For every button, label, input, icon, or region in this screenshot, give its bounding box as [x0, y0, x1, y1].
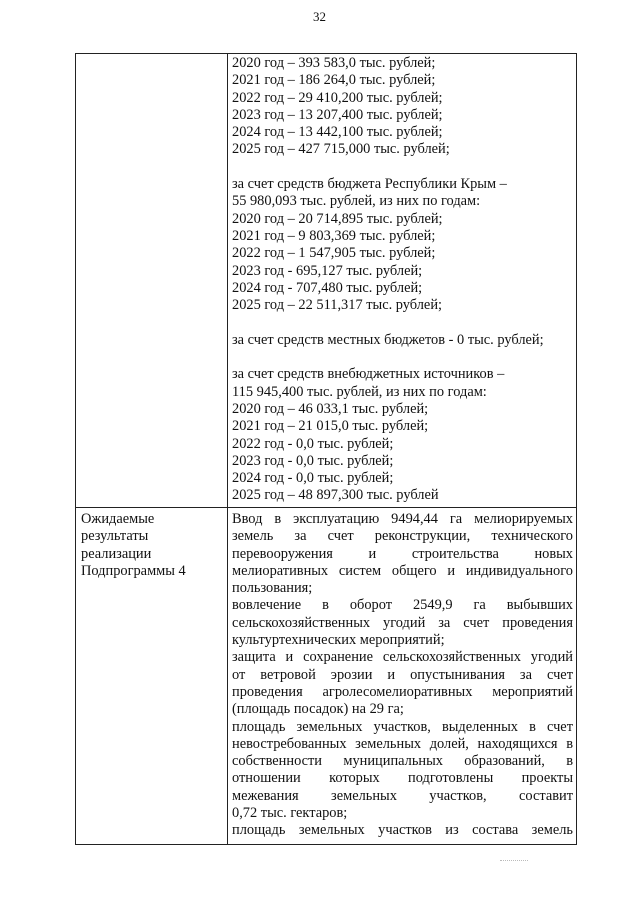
financing-line: за счет средств местных бюджетов - 0 тыс. рублей;	[232, 331, 544, 348]
financing-line: 2020 год – 46 033,1 тыс. рублей;	[232, 400, 429, 417]
page-number: 32	[313, 9, 326, 24]
financing-line: 2021 год – 9 803,369 тыс. рублей;	[232, 227, 436, 244]
financing-line: 2022 год – 29 410,200 тыс. рублей;	[232, 89, 443, 106]
result-line: площадь земельных участков, выделенных в счет	[232, 718, 573, 735]
result-line: пользования;	[232, 580, 313, 597]
financing-line: 2024 год - 0,0 тыс. рублей;	[232, 470, 394, 487]
financing-line: 55 980,093 тыс. рублей, из них по годам:	[232, 193, 481, 210]
result-line: невостребованных земельных долей, находящихся в	[232, 735, 573, 752]
result-line: площадь земельных участков из состава земель	[232, 822, 573, 839]
financing-line: 2022 год – 1 547,905 тыс. рублей;	[232, 245, 436, 262]
result-line: проведения агролесомелиоративных мероприятий	[232, 683, 573, 700]
financing-line: 2020 год – 20 714,895 тыс. рублей;	[232, 210, 443, 227]
row-divider	[76, 507, 576, 508]
financing-line: 2025 год – 48 897,300 тыс. рублей	[232, 487, 439, 504]
financing-line: 2023 год - 0,0 тыс. рублей;	[232, 452, 394, 469]
result-line: (площадь посадок) на 29 га;	[232, 701, 404, 718]
financing-line: 2022 год - 0,0 тыс. рублей;	[232, 435, 394, 452]
financing-cell	[232, 55, 544, 505]
blank-line	[232, 349, 544, 366]
result-line: отношении которых подготовлены проекты	[232, 770, 573, 787]
blank-line	[232, 159, 544, 176]
result-line: 0,72 тыс. гектаров;	[232, 805, 348, 822]
financing-line: 2024 год – 13 442,100 тыс. рублей;	[232, 124, 443, 141]
label-line: Подпрограммы 4	[81, 562, 186, 579]
financing-line: за счет средств внебюджетных источников –	[232, 366, 505, 383]
result-line: Ввод в эксплуатацию 9494,44 га мелиорируемых	[232, 511, 573, 527]
financing-line: 2025 год – 427 715,000 тыс. рублей;	[232, 141, 450, 158]
result-line: защита и сохранение сельскохозяйственных угодий	[232, 649, 573, 666]
result-line: сельскохозяйственных угодий за счет проведения	[232, 614, 573, 631]
label-line: реализации	[81, 545, 152, 562]
financing-line: за счет средств бюджета Республики Крым –	[232, 176, 507, 193]
result-line: земель за счет реконструкции, технического	[232, 528, 573, 545]
result-line: перевооружения и строительства новых	[232, 545, 573, 562]
label-line: результаты	[81, 528, 149, 545]
financing-line: 2021 год – 186 264,0 тыс. рублей;	[232, 72, 436, 89]
expected-results-cell	[232, 511, 573, 840]
financing-line: 2020 год – 393 583,0 тыс. рублей;	[232, 55, 436, 71]
financing-line: 115 945,400 тыс. рублей, из них по годам:	[232, 383, 487, 400]
column-divider	[227, 54, 228, 844]
expected-results-label-cell	[81, 511, 186, 580]
financing-line: 2023 год - 695,127 тыс. рублей;	[232, 262, 423, 279]
subprogram-table	[75, 53, 577, 845]
result-line: культуртехнических мероприятий;	[232, 632, 445, 649]
financing-line: 2024 год - 707,480 тыс. рублей;	[232, 279, 423, 296]
financing-line: 2021 год – 21 015,0 тыс. рублей;	[232, 418, 429, 435]
result-line: мелиоративных систем общего и индивидуального	[232, 562, 573, 579]
margin-mark	[500, 856, 528, 861]
label-line: Ожидаемые	[81, 511, 155, 527]
result-line: собственности муниципальных образований, в	[232, 753, 573, 770]
financing-line: 2025 год – 22 511,317 тыс. рублей;	[232, 297, 443, 314]
result-line: от ветровой эрозии и опустынивания за счет	[232, 666, 573, 683]
result-line: межевания земельных участков, составит	[232, 787, 573, 804]
result-line: вовлечение в оборот 2549,9 га выбывших	[232, 597, 573, 614]
financing-line: 2023 год – 13 207,400 тыс. рублей;	[232, 106, 443, 123]
blank-line	[232, 314, 544, 331]
